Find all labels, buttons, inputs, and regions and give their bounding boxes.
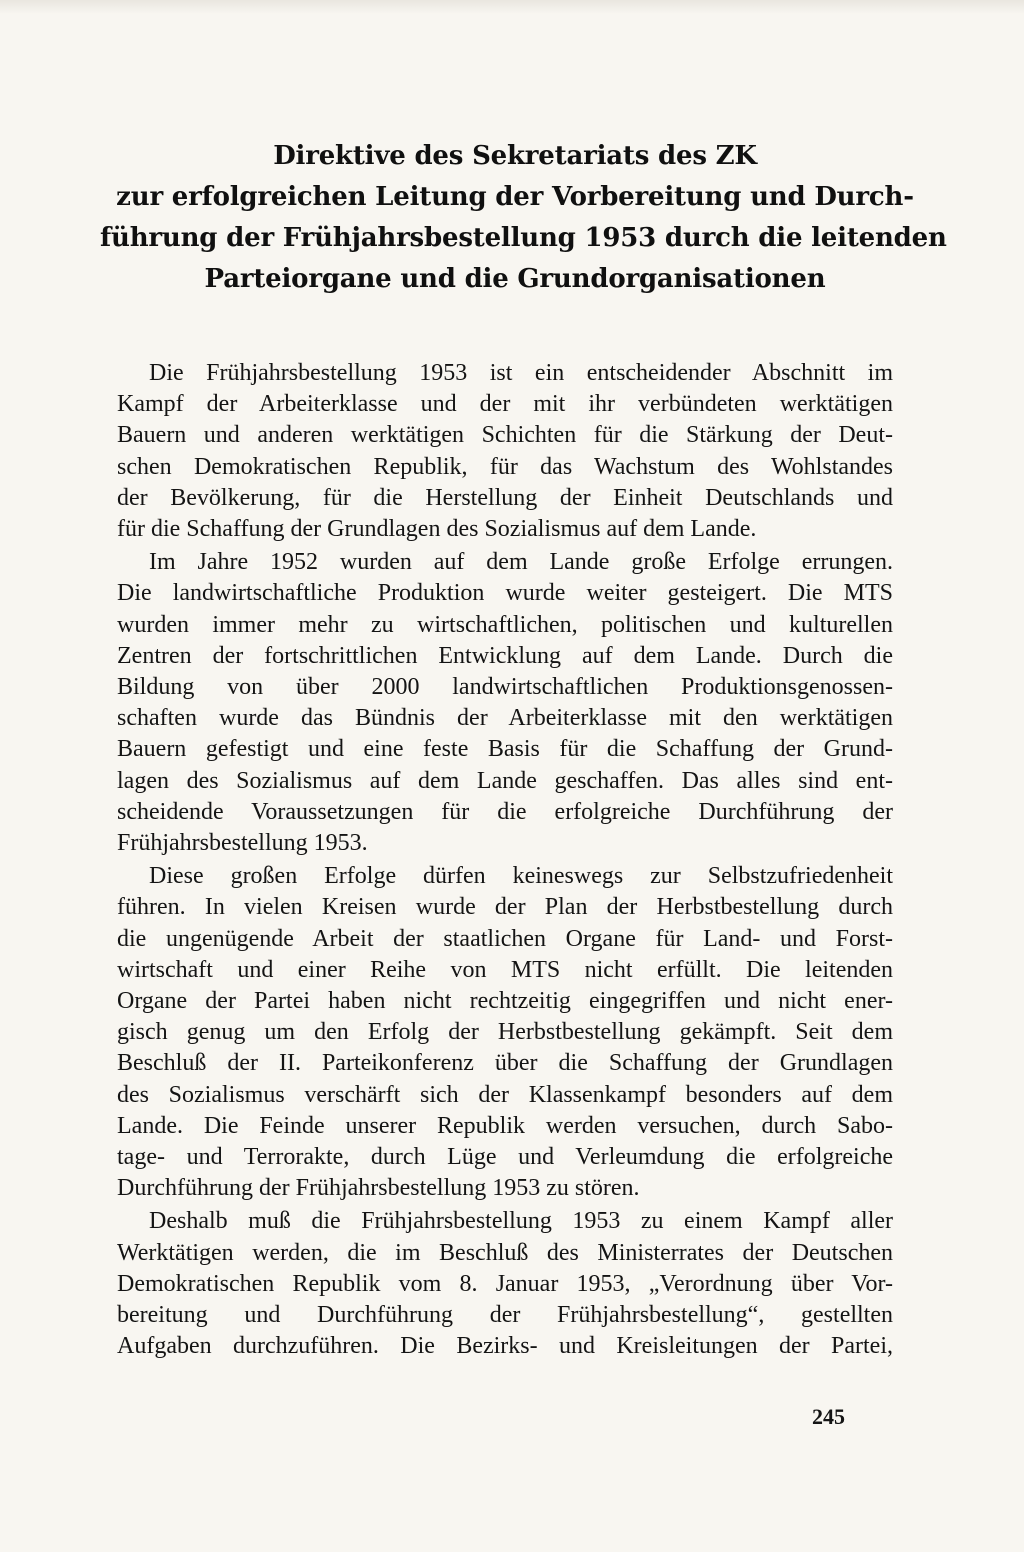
text-line: Durchführung der Frühjahrsbestellung 1953 zu stören. [117,1175,640,1202]
text-line: Die landwirtschaftliche Produktion wurde weiter gesteigert. Die MTS [117,580,893,607]
text-line: Organe der Partei haben nicht rechtzeitig eingegriffen und nicht ener- [117,988,893,1015]
text-line: Demokratischen Republik vom 8. Januar 1953, „Verordnung über Vor- [117,1270,893,1297]
text-line: Lande. Die Feinde unserer Republik werden versuchen, durch Sabo- [117,1112,893,1139]
text-line: Bauern und anderen werktätigen Schichten für die Stärkung der Deut- [117,422,893,449]
text-line: schen Demokratischen Republik, für das Wachstum des Wohlstandes [117,453,893,480]
text-line: Die Frühjahrsbestellung 1953 ist ein entscheidender Abschnitt im [149,360,893,386]
paragraph-4 [117,1206,893,1362]
text-line: Frühjahrsbestellung 1953. [117,830,368,857]
text-line: Zentren der fortschrittlichen Entwicklung auf dem Lande. Durch die [117,642,893,669]
text-line: der Bevölkerung, für die Herstellung der Einheit Deutschlands und [117,484,893,511]
paragraph-1 [117,358,893,545]
text-line: Im Jahre 1952 wurden auf dem Lande große Erfolge errungen. [149,549,893,576]
paragraph-2 [117,547,893,859]
text-line: Bildung von über 2000 landwirtschaftlichen Produktionsgenossen- [117,674,893,701]
paragraph-3 [117,861,893,1204]
text-line: führen. In vielen Kreisen wurde der Plan der Herbstbestellung durch [117,894,893,921]
text-line: gisch genug um den Erfolg der Herbstbestellung gekämpft. Seit dem [117,1019,893,1046]
text-line: des Sozialismus verschärft sich der Klassenkampf besonders auf dem [117,1081,893,1108]
text-line: wirtschaft und einer Reihe von MTS nicht erfüllt. Die leitenden [117,956,893,983]
text-line: tage- und Terrorakte, durch Lüge und Verleumdung die erfolgreiche [117,1144,893,1171]
title-line: Parteiorgane und die Grundorganisationen [204,264,826,294]
text-line: Kampf der Arbeiterklasse und der mit ihr verbündeten werktätigen [117,391,893,418]
text-line: Bauern gefestigt und eine feste Basis für die Schaffung der Grund- [117,736,893,763]
document-body [117,358,893,1365]
page-number: 245 [812,1404,845,1429]
title-line: Direktive des Sekretariats des ZK [273,141,757,171]
page-top-edge [0,0,1024,14]
text-line: Deshalb muß die Frühjahrsbestellung 1953 zu einem Kampf aller [149,1208,893,1235]
text-line: schaften wurde das Bündnis der Arbeiterklasse mit den werktätigen [117,705,893,732]
text-line: Werktätigen werden, die im Beschluß des Ministerrates der Deutschen [117,1239,893,1266]
title-line: führung der Frühjahrsbestellung 1953 durch die leitenden [100,223,947,253]
text-line: für die Schaffung der Grundlagen des Sozialismus auf dem Lande. [117,516,757,543]
text-line: die ungenügende Arbeit der staatlichen Organe für Land- und Forst- [117,925,893,952]
text-line: Beschluß der II. Parteikonferenz über die Schaffung der Grundlagen [117,1050,893,1077]
title-line: zur erfolgreichen Leitung der Vorbereitung und Durch- [116,182,914,212]
text-line: Diese großen Erfolge dürfen keineswegs zur Selbstzufriedenheit [149,863,893,890]
text-line: bereitung und Durchführung der Frühjahrsbestellung“, gestellten [117,1302,893,1329]
text-line: scheidende Voraussetzungen für die erfolgreiche Durchführung der [117,798,893,825]
text-line: Aufgaben durchzuführen. Die Bezirks- und Kreisleitungen der Partei, [117,1333,893,1360]
text-line: wurden immer mehr zu wirtschaftlichen, politischen und kulturellen [117,611,893,638]
text-line: lagen des Sozialismus auf dem Lande geschaffen. Das alles sind ent- [117,767,893,794]
document-title [100,136,947,300]
